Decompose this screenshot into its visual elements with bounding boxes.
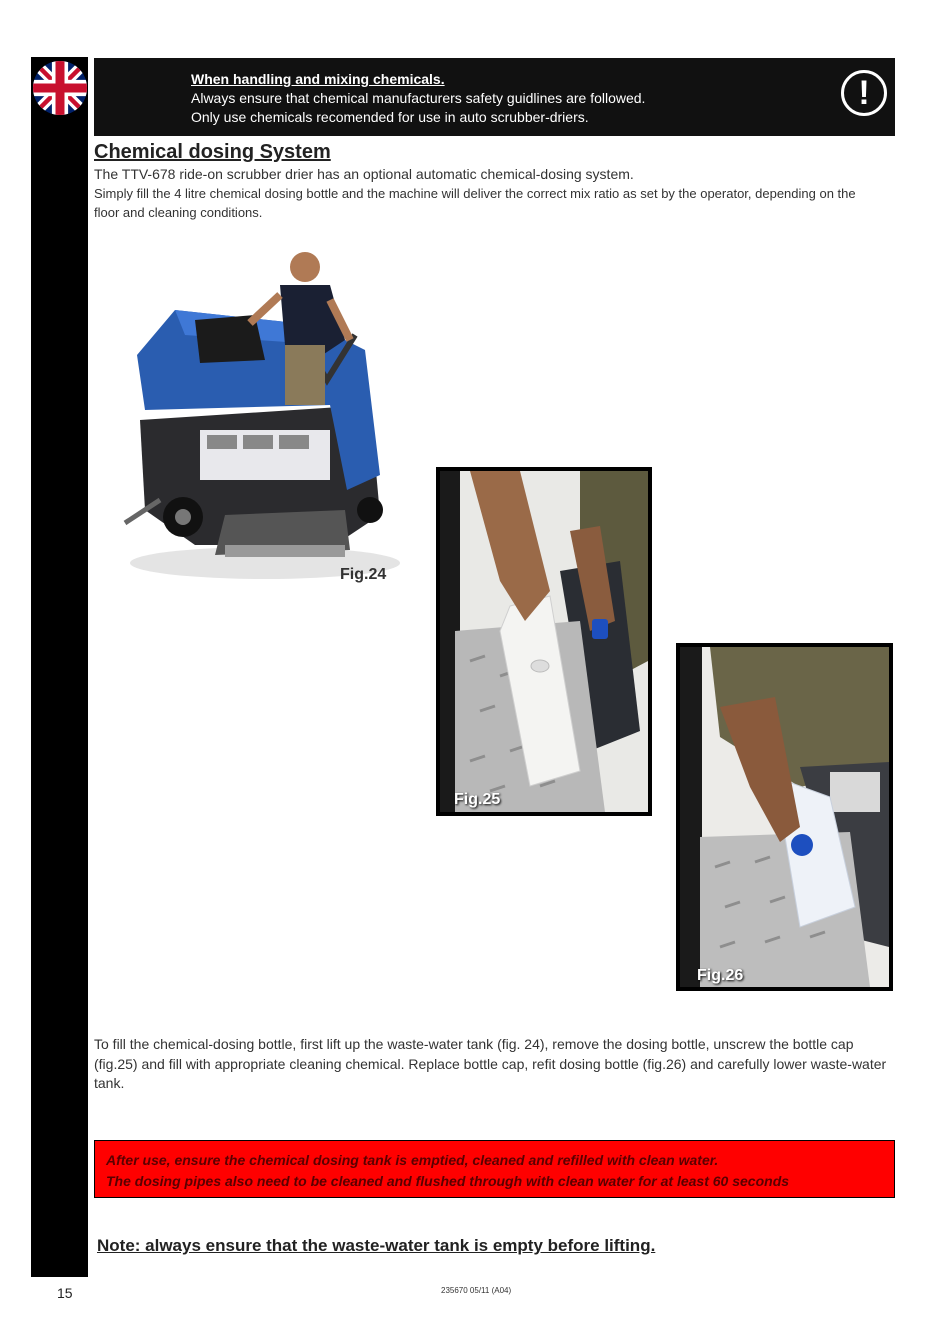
document-code: 235670 05/11 (A04): [441, 1286, 512, 1295]
uk-flag-icon: [33, 61, 87, 115]
figure-26-label: Fig.26: [697, 967, 744, 984]
instructions-paragraph: To fill the chemical-dosing bottle, first lift up the waste-water tank (fig. 24), remove the dosing bottle, unscrew the bottle cap (fig.25) and fill with appropriate cleaning chemical. Replace bottle cap, refit dosing bottle (fig.26) and carefully lower waste-water tank.: [94, 1036, 887, 1091]
figure-25-label: Fig.25: [454, 791, 501, 808]
exclamation-icon: !: [841, 70, 887, 116]
warning-line-1: Always ensure that chemical manufacturers safety guidlines are followed.: [191, 90, 646, 106]
intro-text: [94, 165, 864, 222]
note-text: Note: always ensure that the waste-water tank is empty before lifting.: [97, 1236, 656, 1255]
page-number: 15: [57, 1285, 73, 1301]
figure-24-machine-image: [115, 245, 415, 590]
figure-26-photo: [676, 643, 893, 991]
intro-paragraph-2: Simply fill the 4 litre chemical dosing bottle and the machine will deliver the correct mix ratio as set by the operator, depending on the floor and cleaning conditions.: [94, 186, 856, 220]
warning-heading: When handling and mixing chemicals.: [191, 71, 445, 87]
caution-box: [94, 1140, 895, 1198]
warning-line-2: Only use chemicals recomended for use in auto scrubber-driers.: [191, 109, 589, 125]
chemical-warning-banner: [94, 58, 895, 136]
section-title: Chemical dosing System: [94, 141, 331, 163]
caution-line-2: The dosing pipes also need to be cleaned and flushed through with clean water for at least 60 seconds: [106, 1173, 790, 1189]
figure-24-label: Fig.24: [340, 566, 387, 583]
figure-25-photo: [436, 467, 652, 816]
intro-paragraph-1: The TTV-678 ride-on scrubber drier has an optional automatic chemical-dosing system.: [94, 166, 634, 182]
side-bar: [31, 57, 88, 1277]
caution-line-1: After use, ensure the chemical dosing tank is emptied, cleaned and refilled with clean water.: [106, 1152, 719, 1168]
